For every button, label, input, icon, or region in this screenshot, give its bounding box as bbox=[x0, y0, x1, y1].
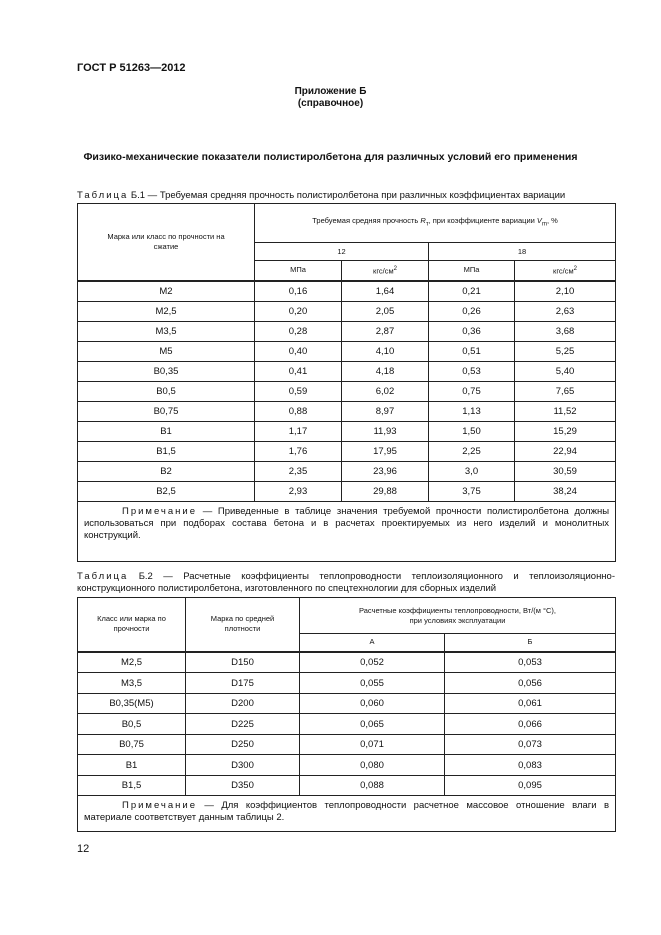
table-cell: 0,053 bbox=[445, 652, 616, 673]
appendix-subtitle: (справочное) bbox=[297, 98, 364, 109]
table-cell: М2,5 bbox=[78, 652, 186, 673]
table-cell: 0,41 bbox=[255, 361, 342, 381]
table1-header-required-strength: Требуемая средняя прочность $R_т$, при коэффициенте вариации $V_m$, % bbox=[255, 204, 616, 243]
table-cell: 0,080 bbox=[300, 755, 445, 776]
table-cell: 15,29 bbox=[515, 421, 616, 441]
table1-caption-text: Б.1 — Требуемая средняя прочность полистиролбетона при различных коэффициентах вариации bbox=[130, 190, 566, 201]
table-cell: М2 bbox=[78, 281, 255, 302]
table-cell: 0,073 bbox=[445, 734, 616, 755]
table-cell: 22,94 bbox=[515, 441, 616, 461]
table-cell: 5,40 bbox=[515, 361, 616, 381]
table-cell: 0,28 bbox=[255, 321, 342, 341]
table-cell: D225 bbox=[186, 714, 300, 735]
table-cell: 0,59 bbox=[255, 381, 342, 401]
table-row bbox=[78, 421, 616, 441]
table-cell: 1,17 bbox=[255, 421, 342, 441]
table-cell: D200 bbox=[186, 693, 300, 714]
table-cell: 11,52 bbox=[515, 401, 616, 421]
table-row bbox=[78, 301, 616, 321]
table-cell: В0,5 bbox=[78, 381, 255, 401]
table-row bbox=[78, 341, 616, 361]
table-cell: 0,51 bbox=[429, 341, 515, 361]
table-cell: 0,20 bbox=[255, 301, 342, 321]
table-cell: М2,5 bbox=[78, 301, 255, 321]
table-cell: В0,5 bbox=[78, 714, 186, 735]
table-cell: 0,060 bbox=[300, 693, 445, 714]
table1-note bbox=[78, 501, 616, 561]
table-cell: 0,061 bbox=[445, 693, 616, 714]
table-cell: 3,75 bbox=[429, 481, 515, 501]
table-cell: 23,96 bbox=[342, 461, 429, 481]
table2-thermal-conductivity bbox=[77, 597, 616, 832]
table-cell: 30,59 bbox=[515, 461, 616, 481]
table-row bbox=[78, 693, 616, 714]
table-cell: 0,26 bbox=[429, 301, 515, 321]
table-cell: 2,35 bbox=[255, 461, 342, 481]
table-cell: В1,5 bbox=[78, 441, 255, 461]
table-cell: 0,21 bbox=[429, 281, 515, 302]
table-cell: 0,083 bbox=[445, 755, 616, 776]
table2-header-density: Марка по средней плотности bbox=[186, 598, 300, 652]
table-cell: D150 bbox=[186, 652, 300, 673]
table1-required-strength bbox=[77, 203, 616, 562]
table-cell: 0,095 bbox=[445, 775, 616, 796]
table-row bbox=[78, 481, 616, 501]
table-cell: D350 bbox=[186, 775, 300, 796]
table2-caption-text: Б.2 — Расчетные коэффициенты теплопроводности теплоизоляционного и теплоизоляционно-конструкционного полистиролбетона, изготовленного по спецтехнологии для сборных изделий bbox=[77, 571, 616, 594]
table-cell: 1,13 bbox=[429, 401, 515, 421]
table-cell: 1,50 bbox=[429, 421, 515, 441]
table-cell: D250 bbox=[186, 734, 300, 755]
table-row bbox=[78, 401, 616, 421]
table-cell: 3,0 bbox=[429, 461, 515, 481]
table-row bbox=[78, 775, 616, 796]
table-cell: В2 bbox=[78, 461, 255, 481]
table1-header-unit-kgs: кгс/$см^2$ bbox=[342, 261, 429, 281]
table-row bbox=[78, 714, 616, 735]
table-cell: 17,95 bbox=[342, 441, 429, 461]
table2-header-condition-a: А bbox=[300, 634, 445, 652]
table-cell: 0,052 bbox=[300, 652, 445, 673]
table-cell: 6,02 bbox=[342, 381, 429, 401]
table2-header-class: Класс или марка по прочности bbox=[78, 598, 186, 652]
table-cell: М5 bbox=[78, 341, 255, 361]
table-cell: 29,88 bbox=[342, 481, 429, 501]
table-cell: 1,76 bbox=[255, 441, 342, 461]
table-cell: D300 bbox=[186, 755, 300, 776]
table2-note-word: Примечание bbox=[122, 800, 197, 811]
table1-note-word: Примечание bbox=[122, 505, 197, 517]
table-cell: 2,87 bbox=[342, 321, 429, 341]
table-cell: 4,10 bbox=[342, 341, 429, 361]
table-row bbox=[78, 441, 616, 461]
table-cell: 2,93 bbox=[255, 481, 342, 501]
table1-header-variation-12: 12 bbox=[255, 243, 429, 261]
table1-note-text: — Приведенные в таблице значения требуемой прочности полистиролбетона должны использоваться при подборах состава бетона и в расчетах проектируемых из него изделий и монолитных конструкций. bbox=[84, 505, 610, 541]
table2-header-coefficients: Расчетные коэффициенты теплопроводности, Вт/(м °С), при условиях эксплуатации bbox=[300, 598, 616, 634]
table1-header-unit-mpa: МПа bbox=[255, 261, 342, 281]
table-cell: D175 bbox=[186, 673, 300, 694]
table-cell: В0,75 bbox=[78, 401, 255, 421]
table-cell: 0,056 bbox=[445, 673, 616, 694]
table-cell: В2,5 bbox=[78, 481, 255, 501]
table-cell: 0,36 bbox=[429, 321, 515, 341]
table-row bbox=[78, 281, 616, 302]
appendix-title: Приложение Б bbox=[294, 86, 367, 97]
table-cell: 0,055 bbox=[300, 673, 445, 694]
table1-header-variation-18: 18 bbox=[429, 243, 616, 261]
table2-caption bbox=[77, 571, 615, 595]
table-cell: 0,40 bbox=[255, 341, 342, 361]
table-cell: В1 bbox=[78, 421, 255, 441]
table2-caption-word: Таблица bbox=[77, 571, 129, 582]
table-row bbox=[78, 734, 616, 755]
table-cell: 2,25 bbox=[429, 441, 515, 461]
appendix-heading bbox=[0, 86, 661, 110]
table-cell: 5,25 bbox=[515, 341, 616, 361]
table-cell: 11,93 bbox=[342, 421, 429, 441]
table-cell: В0,75 bbox=[78, 734, 186, 755]
table-cell: 2,63 bbox=[515, 301, 616, 321]
table1-caption-word: Таблица bbox=[77, 190, 129, 201]
table-cell: 3,68 bbox=[515, 321, 616, 341]
table-row bbox=[78, 361, 616, 381]
table-cell: 8,97 bbox=[342, 401, 429, 421]
table-cell: 0,88 bbox=[255, 401, 342, 421]
table-cell: 0,088 bbox=[300, 775, 445, 796]
table-cell: 0,75 bbox=[429, 381, 515, 401]
table-cell: 0,071 bbox=[300, 734, 445, 755]
table-cell: 7,65 bbox=[515, 381, 616, 401]
table-row bbox=[78, 673, 616, 694]
table1-header-grade: Марка или класс по прочности на сжатие bbox=[78, 204, 255, 281]
table1-header-unit-mpa: МПа bbox=[429, 261, 515, 281]
table-cell: 4,18 bbox=[342, 361, 429, 381]
page-number: 12 bbox=[77, 843, 90, 855]
table-cell: 0,065 bbox=[300, 714, 445, 735]
table2-note bbox=[78, 796, 616, 832]
table-cell: М3,5 bbox=[78, 673, 186, 694]
table-cell: В1,5 bbox=[78, 775, 186, 796]
table-cell: 2,10 bbox=[515, 281, 616, 302]
table-cell: 0,16 bbox=[255, 281, 342, 302]
table-cell: В0,35 bbox=[78, 361, 255, 381]
table1-header-unit-kgs: кгс/$см^2$ bbox=[515, 261, 616, 281]
table-row bbox=[78, 461, 616, 481]
table-cell: 2,05 bbox=[342, 301, 429, 321]
table-cell: 0,066 bbox=[445, 714, 616, 735]
table-cell: М3,5 bbox=[78, 321, 255, 341]
document-standard-number: ГОСТ Р 51263—2012 bbox=[77, 62, 186, 74]
section-title: Физико-механические показатели полистиролбетона для различных условий его применения bbox=[83, 151, 578, 163]
table-row bbox=[78, 321, 616, 341]
table-cell: В0,35(М5) bbox=[78, 693, 186, 714]
table-row bbox=[78, 652, 616, 673]
table2-header-condition-b: Б bbox=[445, 634, 616, 652]
table-row bbox=[78, 755, 616, 776]
table2-note-text: — Для коэффициентов теплопроводности расчетное массовое отношение влаги в материале соответствует данным таблицы 2. bbox=[84, 800, 610, 823]
table1-caption bbox=[77, 190, 565, 201]
table-row bbox=[78, 381, 616, 401]
table-cell: 1,64 bbox=[342, 281, 429, 302]
table-cell: 38,24 bbox=[515, 481, 616, 501]
table-cell: В1 bbox=[78, 755, 186, 776]
table-cell: 0,53 bbox=[429, 361, 515, 381]
